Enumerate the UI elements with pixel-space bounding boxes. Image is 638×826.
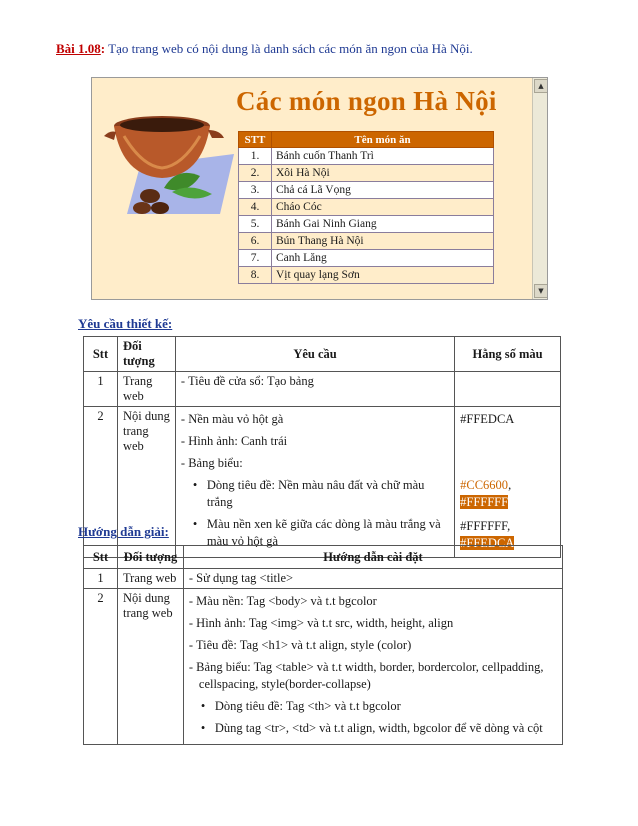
row-name: Chả cá Lã Vọng [272,182,494,199]
row-stt: 1 [84,569,118,589]
row-guide [183,589,562,745]
guide-heading: Hướng dẫn giải: [78,524,169,539]
exercise-number: Bài 1.08 [56,41,101,56]
row-stt: 8. [239,267,272,284]
color-ffffff-2: #FFFFFF, [460,519,511,533]
table-row [239,216,494,233]
row-stt: 6. [239,233,272,250]
bowl-handle-right [208,130,224,138]
row-name: Bánh Gai Ninh Giang [272,216,494,233]
bullet-icon: • [200,699,206,713]
browser-preview [91,77,548,300]
bowl-handle-left [104,132,116,141]
req-table: - Bảng biểu: [180,456,243,470]
table-row [239,267,494,284]
bean-2 [133,202,151,214]
header-stt: Stt [84,546,118,569]
row-stt: 1 [84,372,118,407]
table-row [239,148,494,165]
color-header [460,477,555,511]
bean-3 [151,202,169,214]
design-header-row [84,337,561,372]
exercise-colon: : [100,41,106,56]
header-object: Đối tượng [117,546,183,569]
table-row [239,165,494,182]
row-stt: 2 [84,407,118,558]
table-row [239,199,494,216]
food-table [238,131,494,284]
header-requirement: Yêu cầu [175,337,454,372]
row-color [455,407,561,558]
bullet-text: Màu nền xen kẽ giữa các dòng là màu trắng và màu vỏ hột gà [206,517,441,548]
guide-heading-tag: - Tiêu đề: Tag <h1> và t.t align, style (color) [188,638,412,652]
row-object: Trang web [117,372,175,407]
header-color: Hằng số màu [455,337,561,372]
guide-table [83,545,563,745]
row-guide: - Sử dụng tag <title> [183,569,562,589]
color-cc6600: #CC6600 [460,478,509,492]
vertical-scrollbar[interactable] [532,78,547,299]
row-object: Nội dung trang web [117,589,183,745]
col-stt: STT [239,132,272,148]
row-stt: 1. [239,148,272,165]
row-object: Nội dung trang web [117,407,175,558]
bean-1 [140,189,160,203]
row-name: Vịt quay lạng Sơn [272,267,494,284]
row-requirement [175,407,454,558]
exercise-description: Tạo trang web có nội dung là danh sách các món ăn ngon của Hà Nội. [105,41,473,56]
guide-bullet-1 [189,698,557,715]
table-row [84,589,563,745]
req-image: - Hình ảnh: Canh trái [180,434,288,448]
row-color [455,372,561,407]
guide-background: - Màu nền: Tag <body> và t.t bgcolor [188,594,377,608]
req-background: - Nền màu vỏ hột gà [180,412,284,426]
bullet-text: Dùng tag <tr>, <td> và t.t align, width, bgcolor để vẽ dòng và cột [214,721,543,735]
row-stt: 4. [239,199,272,216]
bullet-text: Dòng tiêu đề: Tag <th> và t.t bgcolor [214,699,401,713]
table-row [239,250,494,267]
row-stt: 7. [239,250,272,267]
row-name: Bún Thang Hà Nội [272,233,494,250]
design-heading: Yêu cầu thiết kế: [78,316,173,331]
exercise-title [56,41,473,57]
bullet-icon: • [200,721,206,735]
guide-header-row [84,546,563,569]
table-row [239,182,494,199]
row-name: Cháo Cóc [272,199,494,216]
coffee-bowl-image [102,96,237,226]
guide-image: - Hình ảnh: Tag <img> và t.t src, width, height, align [188,616,454,630]
table-row [84,372,561,407]
guide-bullet-2 [189,720,557,737]
scroll-down-icon[interactable]: ▼ [534,284,548,298]
row-object: Trang web [117,569,183,589]
row-stt: 3. [239,182,272,199]
row-name: Canh Lăng [272,250,494,267]
table-row [84,569,563,589]
bullet-text: Dòng tiêu đề: Nền màu nâu đất và chữ màu trắng [206,478,425,509]
row-stt: 2 [84,589,118,745]
bullet-icon: • [192,517,198,531]
color-sep: , [508,478,512,492]
coffee-beans-top [120,118,204,132]
scroll-up-icon[interactable]: ▲ [534,79,548,93]
row-name: Xôi Hà Nội [272,165,494,182]
header-guide: Hướng dẫn cài đặt [183,546,562,569]
color-ffffff: #FFFFFF [460,495,509,509]
table-row [239,233,494,250]
color-background: #FFEDCA [460,412,515,426]
guide-table-tag: - Bảng biểu: Tag <table> và t.t width, border, bordercolor, cellpadding, cellspacing, style(border-collapse) [188,660,544,691]
preview-heading: Các món ngon Hà Nội [236,86,497,116]
header-object: Đối tượng [117,337,175,372]
row-requirement: - Tiêu đề cửa sổ: Tạo bảng [175,372,454,407]
row-stt: 5. [239,216,272,233]
bullet-icon: • [192,478,198,492]
header-stt: Stt [84,337,118,372]
row-name: Bánh cuốn Thanh Trì [272,148,494,165]
col-name: Tên món ăn [272,132,494,148]
row-stt: 2. [239,165,272,182]
color-ffedca: #FFEDCA [460,536,515,550]
req-bullet-1 [181,477,449,511]
